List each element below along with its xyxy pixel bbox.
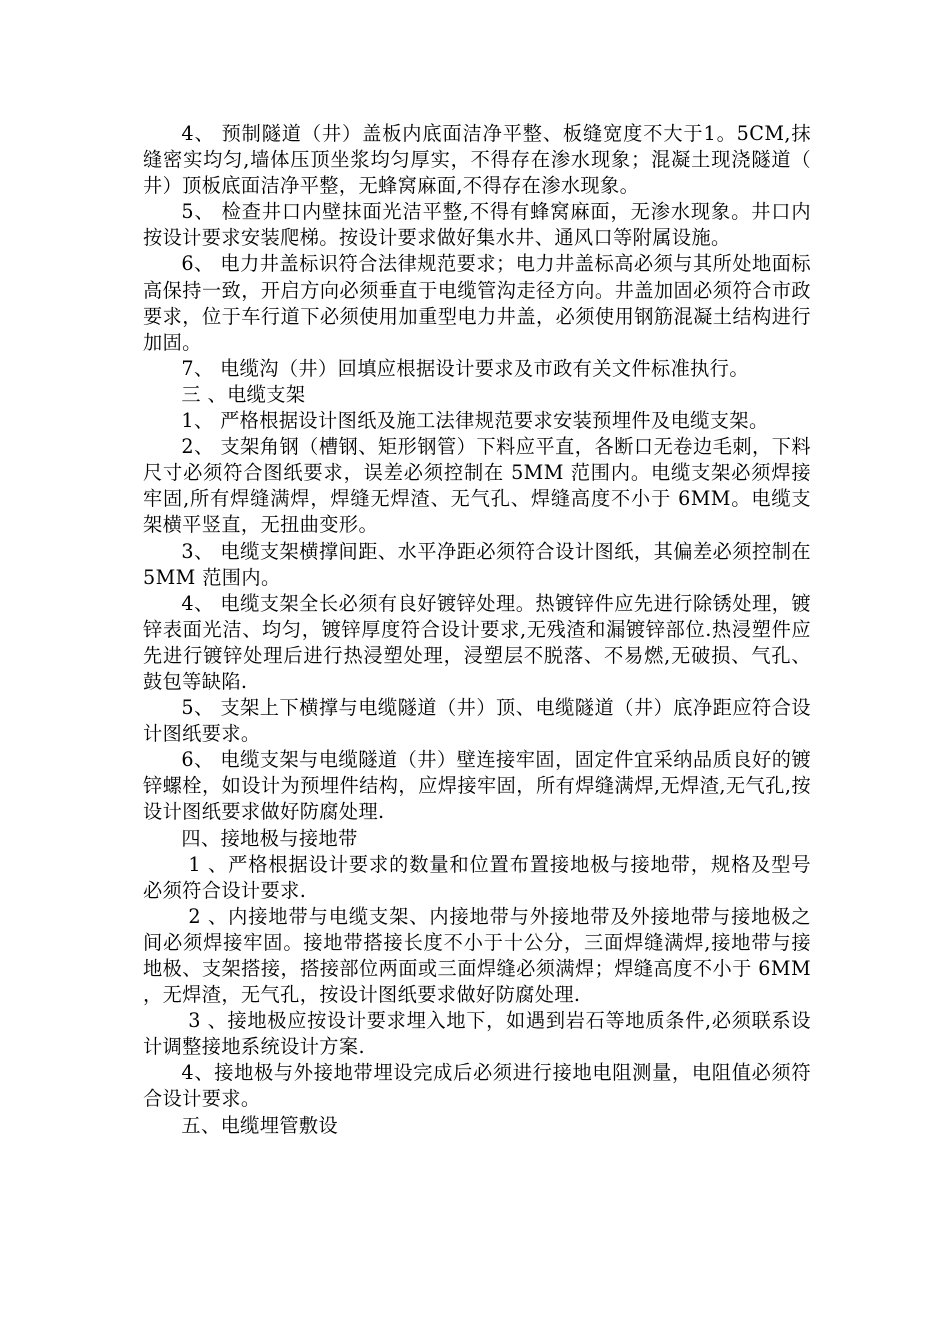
paragraph-item-7: 7、 电缆沟（井）回填应根据设计要求及市政有关文件标准执行。 — [181, 356, 749, 380]
section-heading-cable-conduit: 五、电缆埋管敷设 — [181, 1113, 339, 1137]
section-heading-cable-support: 三 、电缆支架 — [181, 382, 306, 406]
paragraph-item-6: 6、 电力井盖标识符合法律规范要求；电力井盖标高必须与其所处地面标高保持一致，开启方向必须垂直于电缆管沟走径方向。井盖加固必须符合市政要求，位于车行道下必须使用加重型电力井盖，必须使用钢筋混凝土结构进行加固。 — [143, 252, 811, 354]
paragraph-support-4: 4、 电缆支架全长必须有良好镀锌处理。热镀锌件应先进行除锈处理，镀锌表面光洁、均匀，镀锌厚度符合设计要求,无残渣和漏镀锌部位.热浸塑件应先进行镀锌处理后进行热浸塑处理，浸塑层不脱落、不易燃,无破损、气孔、鼓包等缺陷. — [143, 591, 811, 693]
paragraph-grounding-3: 3 、接地极应按设计要求埋入地下，如遇到岩石等地质条件,必须联系设计调整接地系统设计方案. — [143, 1009, 811, 1059]
paragraph-support-1: 1、 严格根据设计图纸及施工法律规范要求安装预埋件及电缆支架。 — [181, 409, 769, 433]
document-page — [143, 121, 818, 1139]
paragraph-grounding-1: 1 、严格根据设计要求的数量和位置布置接地极与接地带，规格及型号必须符合设计要求. — [143, 852, 811, 902]
paragraph-support-3: 3、 电缆支架横撑间距、水平净距必须符合设计图纸，其偏差必须控制在 5MM 范围内。 — [143, 539, 818, 589]
paragraph-support-5: 5、 支架上下横撑与电缆隧道（井）顶、电缆隧道（井）底净距应符合设计图纸要求。 — [143, 696, 811, 746]
paragraph-grounding-2: 2 、内接地带与电缆支架、内接地带与外接地带及外接地带与接地极之间必须焊接牢固。接地带搭接长度不小于十公分，三面焊缝满焊,接地带与接地极、支架搭接，搭接部位两面或三面焊缝必须满焊；焊缝高度不小于 6MM，无焊渣，无气孔，按设计图纸要求做好防腐处理. — [143, 904, 811, 1007]
paragraph-support-2: 2、 支架角钢（槽钢、矩形钢管）下料应平直，各断口无卷边毛刺，下料尺寸必须符合图纸要求，误差必须控制在 5MM 范围内。电缆支架必须焊接牢固,所有焊缝满焊，焊缝无焊渣、无气孔、焊缝高度不小于 6MM。电缆支架横平竖直，无扭曲变形。 — [143, 435, 811, 537]
paragraph-grounding-4: 4、接地极与外接地带埋设完成后必须进行接地电阻测量，电阻值必须符合设计要求。 — [143, 1061, 811, 1111]
section-heading-grounding: 四、接地极与接地带 — [181, 826, 358, 850]
paragraph-item-5: 5、 检查井口内壁抹面光洁平整,不得有蜂窝麻面，无渗水现象。井口内按设计要求安装爬梯。按设计要求做好集水井、通风口等附属设施。 — [143, 200, 811, 250]
paragraph-item-4: 4、 预制隧道（井）盖板内底面洁净平整、板缝宽度不大于1。5CM,抹缝密实均匀,墙体压顶坐浆均匀厚实，不得存在渗水现象；混凝土现浇隧道（井）顶板底面洁净平整，无蜂窝麻面,不得存在渗水现象。 — [143, 122, 811, 198]
paragraph-support-6: 6、 电缆支架与电缆隧道（井）壁连接牢固，固定件宜采纳品质良好的镀锌螺栓，如设计为预埋件结构，应焊接牢固，所有焊缝满焊,无焊渣,无气孔,按设计图纸要求做好防腐处理. — [143, 748, 811, 824]
